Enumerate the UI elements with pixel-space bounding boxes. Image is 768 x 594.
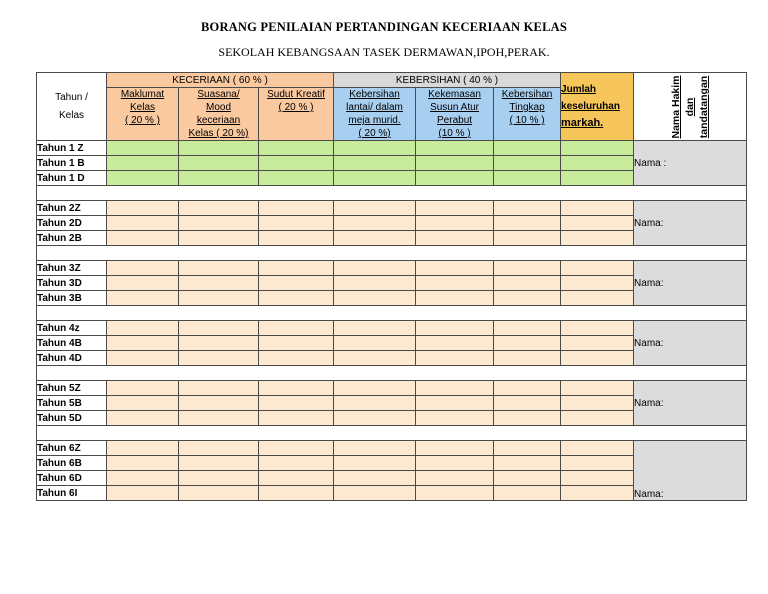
score-cell[interactable] [494, 216, 561, 231]
score-cell[interactable] [107, 396, 179, 411]
score-cell[interactable] [334, 216, 416, 231]
class-label: Tahun 6D [37, 471, 107, 486]
score-cell[interactable] [494, 291, 561, 306]
score-cell[interactable] [416, 321, 494, 336]
score-cell[interactable] [179, 321, 259, 336]
judge-name-label: Nama : [634, 157, 667, 169]
nama-hakim-header: Nama Hakim dan tandatangan [634, 73, 747, 141]
score-cell[interactable] [561, 201, 634, 216]
score-cell[interactable] [179, 261, 259, 276]
class-label: Tahun 6I [37, 486, 107, 501]
score-cell[interactable] [107, 441, 179, 456]
score-cell[interactable] [494, 141, 561, 156]
score-cell[interactable] [416, 441, 494, 456]
judge-name-label: Nama: [634, 217, 664, 229]
judge-name-cell[interactable] [634, 381, 747, 426]
keceriaan-header: KECERIAAN ( 60 % ) [107, 73, 334, 88]
score-cell[interactable] [561, 231, 634, 246]
judge-name-cell[interactable] [634, 261, 747, 306]
score-cell[interactable] [334, 171, 416, 186]
score-cell[interactable] [416, 381, 494, 396]
score-cell[interactable] [107, 291, 179, 306]
class-label: Tahun 6Z [37, 441, 107, 456]
score-cell[interactable] [334, 411, 416, 426]
score-cell[interactable] [259, 351, 334, 366]
score-cell[interactable] [334, 456, 416, 471]
class-label: Tahun 2B [37, 231, 107, 246]
class-label: Tahun 4z [37, 321, 107, 336]
class-label: Tahun 5Z [37, 381, 107, 396]
score-cell[interactable] [107, 381, 179, 396]
score-cell[interactable] [259, 441, 334, 456]
score-cell[interactable] [179, 396, 259, 411]
score-cell[interactable] [561, 396, 634, 411]
score-cell[interactable] [179, 351, 259, 366]
group-spacer [37, 246, 747, 261]
score-cell[interactable] [259, 471, 334, 486]
score-cell[interactable] [416, 336, 494, 351]
score-cell[interactable] [107, 471, 179, 486]
score-cell[interactable] [494, 336, 561, 351]
header-row-1 [37, 73, 747, 88]
class-label: Tahun 2Z [37, 201, 107, 216]
score-cell[interactable] [416, 411, 494, 426]
score-cell[interactable] [561, 441, 634, 456]
score-cell[interactable] [259, 231, 334, 246]
score-cell[interactable] [334, 291, 416, 306]
score-cell[interactable] [107, 321, 179, 336]
score-cell[interactable] [494, 171, 561, 186]
score-cell[interactable] [561, 171, 634, 186]
score-cell[interactable] [259, 201, 334, 216]
score-cell[interactable] [494, 486, 561, 501]
score-cell[interactable] [259, 291, 334, 306]
class-label: Tahun 3B [37, 291, 107, 306]
score-cell[interactable] [334, 201, 416, 216]
score-cell[interactable] [416, 171, 494, 186]
table-row [37, 321, 747, 336]
class-label: Tahun 5D [37, 411, 107, 426]
judge-name-cell[interactable] [634, 321, 747, 366]
score-cell[interactable] [259, 261, 334, 276]
group-spacer [37, 366, 747, 381]
score-cell[interactable] [179, 216, 259, 231]
score-cell[interactable] [334, 276, 416, 291]
score-cell[interactable] [107, 336, 179, 351]
judge-name-label: Nama: [634, 337, 664, 349]
school-name: SEKOLAH KEBANGSAAN TASEK DERMAWAN,IPOH,PERAK. [218, 45, 550, 59]
judge-name-label: Nama: [634, 489, 664, 500]
score-cell[interactable] [416, 231, 494, 246]
class-label: Tahun 2D [37, 216, 107, 231]
score-cell[interactable] [107, 411, 179, 426]
score-cell[interactable] [494, 201, 561, 216]
score-cell[interactable] [107, 231, 179, 246]
score-cell[interactable] [494, 396, 561, 411]
score-cell[interactable] [561, 141, 634, 156]
score-cell[interactable] [416, 156, 494, 171]
score-cell[interactable] [107, 276, 179, 291]
score-cell[interactable] [416, 291, 494, 306]
criteria-header-1: Maklumat Kelas ( 20 % ) [107, 88, 179, 141]
score-cell[interactable] [494, 276, 561, 291]
criteria-header-6: Kebersihan Tingkap ( 10 % ) [494, 88, 561, 141]
score-cell[interactable] [179, 171, 259, 186]
score-cell[interactable] [416, 486, 494, 501]
score-cell[interactable] [494, 321, 561, 336]
score-cell[interactable] [561, 336, 634, 351]
class-label: Tahun 6B [37, 456, 107, 471]
judge-name-cell[interactable] [634, 441, 747, 501]
score-cell[interactable] [179, 486, 259, 501]
form-title: BORANG PENILAIAN PERTANDINGAN KECERIAAN KELAS [200, 20, 567, 34]
class-label: Tahun 5B [37, 396, 107, 411]
score-cell[interactable] [107, 156, 179, 171]
score-cell[interactable] [259, 486, 334, 501]
score-cell[interactable] [561, 486, 634, 501]
score-cell[interactable] [259, 171, 334, 186]
group-spacer [37, 186, 747, 201]
score-cell[interactable] [259, 411, 334, 426]
score-cell[interactable] [179, 441, 259, 456]
score-cell[interactable] [179, 411, 259, 426]
score-cell[interactable] [259, 216, 334, 231]
score-cell[interactable] [107, 486, 179, 501]
criteria-header-5: Kekemasan Susun Atur Perabut (10 % ) [416, 88, 494, 141]
judge-name-label: Nama: [634, 397, 664, 409]
score-cell[interactable] [179, 336, 259, 351]
score-cell[interactable] [561, 216, 634, 231]
score-cell[interactable] [416, 201, 494, 216]
score-cell[interactable] [107, 456, 179, 471]
score-cell[interactable] [561, 321, 634, 336]
class-label: Tahun 3Z [37, 261, 107, 276]
score-cell[interactable] [334, 396, 416, 411]
class-label: Tahun 1 B [37, 156, 107, 171]
score-cell[interactable] [416, 396, 494, 411]
criteria-header-2: Suasana/ Mood keceriaan Kelas ( 20 %) [179, 88, 259, 141]
score-cell[interactable] [334, 321, 416, 336]
score-cell[interactable] [561, 276, 634, 291]
score-cell[interactable] [179, 156, 259, 171]
score-cell[interactable] [107, 216, 179, 231]
score-cell[interactable] [561, 471, 634, 486]
score-cell[interactable] [259, 336, 334, 351]
group-spacer [37, 426, 747, 441]
jumlah-header: Jumlah keseluruhan markah. [561, 73, 634, 141]
score-cell[interactable] [561, 381, 634, 396]
score-cell[interactable] [107, 201, 179, 216]
score-cell[interactable] [561, 411, 634, 426]
score-cell[interactable] [561, 456, 634, 471]
score-cell[interactable] [179, 231, 259, 246]
kebersihan-header: KEBERSIHAN ( 40 % ) [334, 73, 561, 88]
table-row [37, 201, 747, 216]
score-cell[interactable] [107, 351, 179, 366]
score-cell[interactable] [561, 261, 634, 276]
criteria-header-4: Kebersihan lantai/ dalam meja murid. ( 20 %) [334, 88, 416, 141]
score-cell[interactable] [334, 156, 416, 171]
class-label: Tahun 3D [37, 276, 107, 291]
score-cell[interactable] [494, 471, 561, 486]
score-cell[interactable] [494, 261, 561, 276]
score-cell[interactable] [259, 276, 334, 291]
score-cell[interactable] [561, 291, 634, 306]
score-cell[interactable] [494, 381, 561, 396]
score-cell[interactable] [416, 141, 494, 156]
score-cell[interactable] [561, 351, 634, 366]
score-cell[interactable] [334, 441, 416, 456]
score-cell[interactable] [416, 456, 494, 471]
score-cell[interactable] [179, 381, 259, 396]
score-cell[interactable] [416, 351, 494, 366]
score-cell[interactable] [494, 411, 561, 426]
score-cell[interactable] [334, 471, 416, 486]
score-cell[interactable] [494, 456, 561, 471]
score-cell[interactable] [494, 231, 561, 246]
score-cell[interactable] [179, 471, 259, 486]
score-cell[interactable] [416, 471, 494, 486]
judge-name-label: Nama: [634, 277, 664, 289]
score-cell[interactable] [334, 486, 416, 501]
table-row [37, 441, 747, 456]
class-label: Tahun 4B [37, 336, 107, 351]
class-label: Tahun 1 D [37, 171, 107, 186]
score-cell[interactable] [416, 261, 494, 276]
score-cell[interactable] [416, 216, 494, 231]
score-cell[interactable] [334, 381, 416, 396]
score-cell[interactable] [494, 351, 561, 366]
score-cell[interactable] [179, 141, 259, 156]
score-cell[interactable] [179, 276, 259, 291]
score-cell[interactable] [259, 381, 334, 396]
score-cell[interactable] [494, 156, 561, 171]
score-cell[interactable] [334, 351, 416, 366]
class-label: Tahun 4D [37, 351, 107, 366]
table-row [37, 381, 747, 396]
score-cell[interactable] [259, 141, 334, 156]
score-cell[interactable] [494, 441, 561, 456]
score-cell[interactable] [259, 396, 334, 411]
score-cell[interactable] [179, 291, 259, 306]
score-cell[interactable] [107, 141, 179, 156]
score-cell[interactable] [334, 336, 416, 351]
score-cell[interactable] [334, 261, 416, 276]
group-spacer [37, 306, 747, 321]
score-cell[interactable] [334, 141, 416, 156]
score-cell[interactable] [179, 201, 259, 216]
score-cell[interactable] [259, 456, 334, 471]
judge-name-cell[interactable] [634, 141, 747, 186]
score-cell[interactable] [259, 321, 334, 336]
score-cell[interactable] [107, 171, 179, 186]
judge-name-cell[interactable] [634, 201, 747, 246]
assessment-table [36, 72, 747, 501]
table-row [37, 261, 747, 276]
score-cell[interactable] [416, 276, 494, 291]
score-cell[interactable] [259, 156, 334, 171]
score-cell[interactable] [179, 456, 259, 471]
score-cell[interactable] [334, 231, 416, 246]
tahun-kelas-header: Tahun / Kelas [37, 73, 107, 141]
criteria-header-3: Sudut Kreatif ( 20 % ) [259, 88, 334, 141]
class-label: Tahun 1 Z [37, 141, 107, 156]
score-cell[interactable] [107, 261, 179, 276]
score-cell[interactable] [561, 156, 634, 171]
table-row [37, 141, 747, 156]
